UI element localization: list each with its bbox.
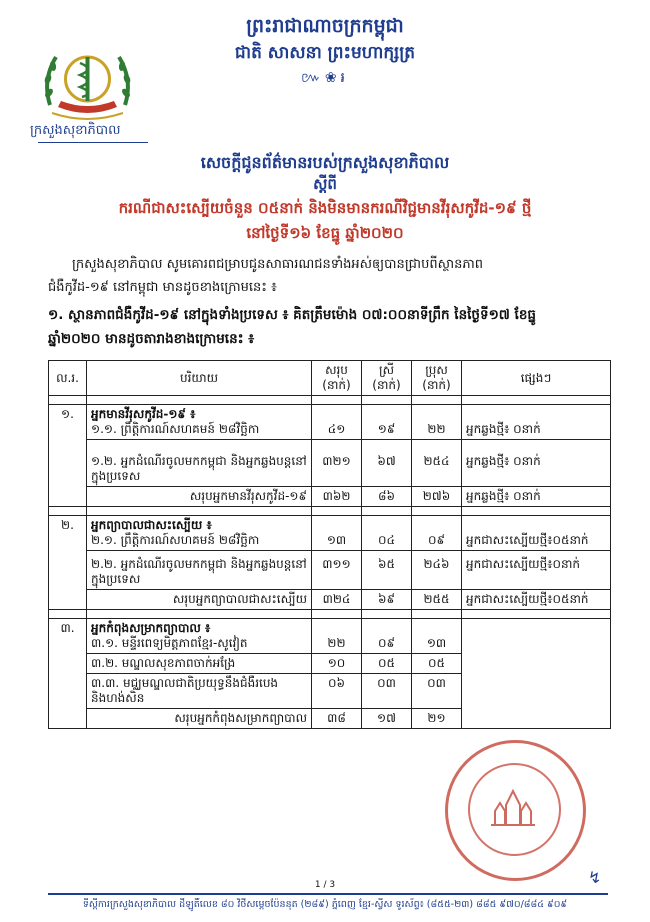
title-date: នៅថ្ងៃទី១៦ ខែធ្នូ ឆ្នាំ២០២០ — [246, 224, 404, 242]
header-female-unit: (នាក់) — [372, 378, 401, 392]
row-2-2-desc: ២.២. អ្នកដំណើរចូលមកកម្ពុជា និងអ្នកឆ្លងបន្តនៅក្នុងប្រទេស — [87, 551, 312, 590]
group-2-title — [87, 516, 312, 551]
footer-address: ទីស្តីការក្រសួងសុខាភិបាល ដីឡូតិ៍លេខ ៨០ វិថីសម្តេចប៉ែននុត (២៨៩) ភ្នំពេញ ខ្មែរ-ស្វីស ទូរស័ព្ទ៖ (៨៥៥-២៣) ៨៨៥ ៩៧០/៨៨៤ ៩០៩ — [82, 899, 568, 910]
row-1-1-total: ៤១ — [312, 405, 362, 440]
row-3-3-total: ០៦ — [312, 674, 362, 709]
kingdom-title: ព្រះរាជាណាចក្រកម្ពុជា — [246, 15, 404, 37]
row-1-2-total: ៣២១ — [312, 440, 362, 487]
page-number: 1 / 3 — [314, 880, 336, 890]
group-1-sum-total: ៣៦២ — [312, 487, 362, 507]
national-motto: ជាតិ សាសនា ព្រះមហាក្សត្រ — [234, 43, 416, 63]
group-2-title-text: អ្នកព្យាបាលជាសះស្បើយ ៖ — [91, 518, 212, 532]
row-2-1-other: អ្នកជាសះស្បើយថ្មី៖០៥នាក់ — [462, 516, 611, 551]
header-no: ល.រ. — [49, 361, 87, 396]
group-2-sum-total: ៣២៤ — [312, 590, 362, 610]
row-2-2-female: ៦៥ — [362, 551, 412, 590]
row-3-1-male: ១៣ — [412, 619, 462, 654]
document-title: សេចក្តីជូនព័ត៌មានរបស់ក្រសួងសុខាភិបាល — [200, 153, 450, 172]
row-2-2-male: ២៤៦ — [412, 551, 462, 590]
row-3-1-total: ២២ — [312, 619, 362, 654]
header-desc: បរិយាយ — [87, 361, 312, 396]
table-row — [49, 619, 611, 654]
row-3-2-female: ០៥ — [362, 654, 412, 674]
table-row — [49, 516, 611, 551]
group-2-no: ២. — [49, 516, 87, 610]
row-3-1-female: ០៩ — [362, 619, 412, 654]
group-1-title — [87, 405, 312, 440]
ornament: ៚❀៛ — [301, 70, 349, 86]
table-row — [49, 405, 611, 440]
group-1-no: ១. — [49, 405, 87, 507]
row-1-1-desc: ១.១. ព្រឹត្តិការណ៍សហគមន៍ ២៨វិច្ឆិកា — [91, 422, 260, 436]
header-other: ផ្សេងៗ — [462, 361, 611, 396]
header-total-unit: (នាក់) — [322, 378, 351, 392]
group-3-other — [462, 619, 611, 729]
row-3-3-male: ០៣ — [412, 674, 462, 709]
section-1-heading — [48, 306, 536, 326]
group-3-sum-total: ៣៨ — [312, 709, 362, 729]
header-male-unit: (នាក់) — [422, 378, 451, 392]
row-3-2-male: ០៥ — [412, 654, 462, 674]
row-1-2-other: អ្នកឆ្លងថ្មី៖ ០នាក់ — [462, 440, 611, 487]
group-1-sum-male: ២៧៦ — [412, 487, 462, 507]
row-1-1-other: អ្នកឆ្លងថ្មី៖ ០នាក់ — [462, 405, 611, 440]
ministry-label: ក្រសួងសុខាភិបាល — [30, 123, 121, 138]
header-female-label: ស្រី — [379, 363, 394, 377]
section-1-text: គិតត្រឹមម៉ោង ០៧:០០នាទីព្រឹក នៃថ្ងៃទី១៧ ខែធ្នូ — [288, 307, 536, 323]
group-2-sum-other: អ្នកជាសះស្បើយថ្មី៖០៥នាក់ — [462, 590, 611, 610]
covid-status-table — [48, 360, 611, 729]
intro-line-1: ក្រសួងសុខាភិបាល សូមគោរពជម្រាបជូនសាធារណជនទាំងអស់ឲ្យបានជ្រាបពីស្ថានភាព — [72, 257, 483, 272]
row-3-1-desc: ៣.១. មន្ទីរពេទ្យមិត្តភាពខ្មែរ-សូវៀត — [91, 636, 248, 650]
table-row — [49, 551, 611, 590]
table-row — [49, 440, 611, 487]
header-female — [362, 361, 412, 396]
row-2-2-total: ៣១១ — [312, 551, 362, 590]
group-2-sum-male: ២៥៥ — [412, 590, 462, 610]
header-male — [412, 361, 462, 396]
row-3-2-total: ១០ — [312, 654, 362, 674]
group-1-sum-other: អ្នកឆ្លងថ្មី៖ ០នាក់ — [462, 487, 611, 507]
table-row — [49, 590, 611, 610]
row-1-1-female: ១៩ — [362, 405, 412, 440]
title-subject-label: ស្តីពី — [313, 175, 337, 193]
title-subject: ករណីជាសះស្បើយចំនួន ០៥នាក់ និងមិនមានករណីវិជ្ជមានវីរុសកូវីដ-១៩ ថ្មី — [118, 199, 532, 217]
table-row — [49, 487, 611, 507]
row-1-2-female: ៦៧ — [362, 440, 412, 487]
row-1-1-male: ២២ — [412, 405, 462, 440]
signature-icon: ↯ — [588, 868, 602, 887]
row-2-1-male: ០៩ — [412, 516, 462, 551]
row-1-2-desc: ១.២. អ្នកដំណើរចូលមកកម្ពុជា និងអ្នកឆ្លងបន្តនៅក្នុងប្រទេស — [87, 440, 312, 487]
row-3-2-desc: ៣.២. មណ្ឌលសុខភាពចាក់អង្រែ — [87, 654, 312, 674]
header-total-label: សរុប — [325, 363, 348, 377]
group-1-sum-desc: សរុបអ្នកមានវីរុសកូវីដ-១៩ — [87, 487, 312, 507]
divider — [38, 142, 148, 143]
intro-line-2: ជំងឺកូវីដ-១៩ នៅកម្ពុជា មានដូចខាងក្រោមនេះ ៖ — [48, 280, 277, 295]
section-1-title: ១. ស្ថានភាពជំងឺកូវីដ-១៩ នៅក្នុងទាំងប្រទេស ៖ — [48, 307, 289, 323]
row-3-3-desc: ៣.៣. មជ្ឈមណ្ឌលជាតិប្រយុទ្ធនឹងជំងឺរបេង និងហង់សិន — [87, 674, 312, 709]
group-3-title — [87, 619, 312, 654]
row-2-1-total: ១៣ — [312, 516, 362, 551]
group-1-title-text: អ្នកមានវីរុសកូវីដ-១៩ ៖ — [91, 407, 196, 421]
group-1-sum-female: ៨៦ — [362, 487, 412, 507]
group-3-sum-desc: សរុបអ្នកកំពុងសម្រាកព្យាបាល — [87, 709, 312, 729]
table-header-row — [49, 361, 611, 396]
group-2-sum-female: ៦៩ — [362, 590, 412, 610]
section-1-line-2: ឆ្នាំ២០២០ មានដូចតារាងខាងក្រោមនេះ ៖ — [48, 331, 255, 347]
group-3-no: ៣. — [49, 619, 87, 729]
row-2-2-other: អ្នកជាសះស្បើយថ្មី៖០នាក់ — [462, 551, 611, 590]
header-total — [312, 361, 362, 396]
group-3-sum-male: ២១ — [412, 709, 462, 729]
row-3-3-female: ០៣ — [362, 674, 412, 709]
row-2-1-desc: ២.១. ព្រឹត្តិការណ៍សហគមន៍ ២៨វិច្ឆិកា — [91, 533, 260, 547]
group-3-title-text: អ្នកកំពុងសម្រាកព្យាបាល ៖ — [91, 621, 211, 635]
group-2-sum-desc: សរុបអ្នកព្យាបាលជាសះស្បើយ — [87, 590, 312, 610]
group-3-sum-female: ១៧ — [362, 709, 412, 729]
ministry-emblem-icon — [40, 45, 135, 123]
row-2-1-female: ០៤ — [362, 516, 412, 551]
row-1-2-male: ២៥៤ — [412, 440, 462, 487]
header-male-label: ប្រុស — [425, 363, 448, 377]
angkor-temple-icon — [487, 785, 539, 829]
footer-divider — [48, 893, 608, 895]
